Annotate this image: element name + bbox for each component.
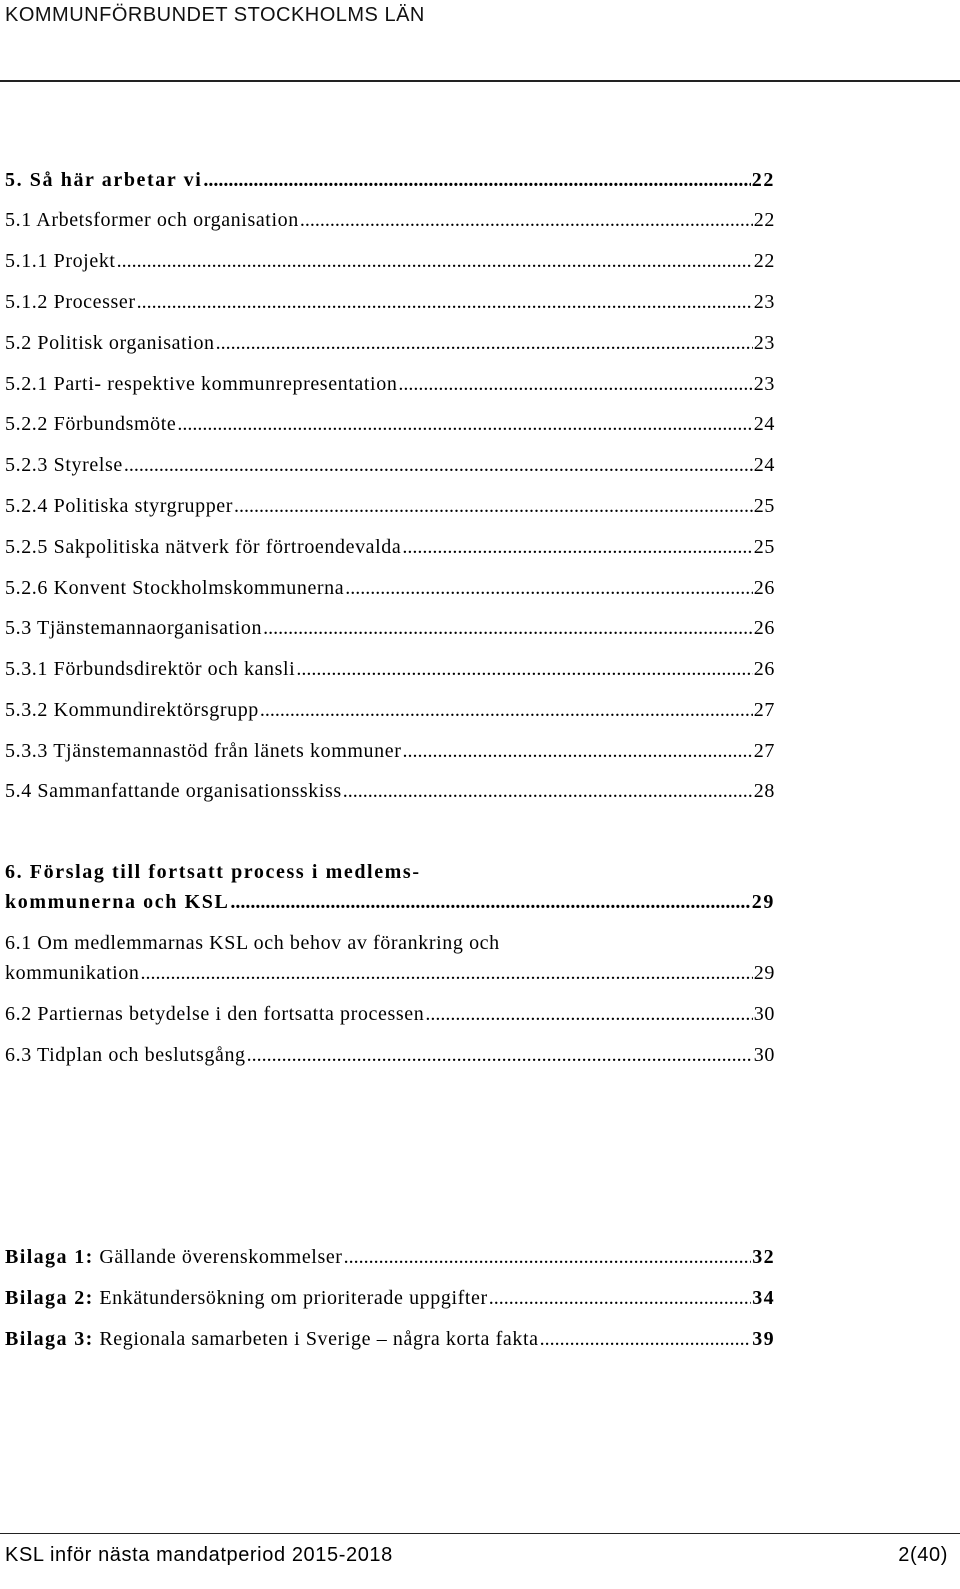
toc-entry-title: kommunerna och KSL	[5, 891, 230, 913]
toc-leader-dots	[260, 696, 753, 724]
running-footer: KSL inför nästa mandatperiod 2015-2018	[5, 1544, 393, 1566]
toc-entry-title: 5.1.2 Processer	[5, 291, 136, 313]
toc-entry-title: 5.3.1 Förbundsdirektör och kansli	[5, 658, 296, 680]
toc-entry-page: 23	[753, 291, 775, 313]
toc-entry-5-3-1[interactable]	[5, 655, 775, 683]
toc-leader-dots	[345, 574, 753, 602]
toc-leader-dots	[117, 247, 753, 275]
toc-leader-dots	[203, 166, 750, 194]
toc-entry-5-2[interactable]	[5, 329, 775, 357]
header-rule	[0, 80, 960, 82]
toc-entry-5-1[interactable]	[5, 206, 775, 234]
toc-entry-5-4[interactable]	[5, 777, 775, 805]
toc-entry-title: 5.2.3 Styrelse	[5, 454, 123, 476]
toc-entry-title: 5.4 Sammanfattande organisationsskiss	[5, 780, 342, 802]
toc-leader-dots	[402, 533, 752, 561]
toc-entry-page: 23	[753, 373, 775, 395]
toc-entry-page: 22	[753, 250, 775, 272]
toc-leader-dots	[343, 777, 753, 805]
toc-leader-dots	[140, 959, 752, 987]
toc-entry-page: 30	[753, 1044, 775, 1066]
toc-entry-title: 5.2.6 Konvent Stockholmskommunerna	[5, 577, 345, 599]
toc-entry-6-2[interactable]	[5, 1000, 775, 1028]
toc-entry-page: 22	[753, 209, 775, 231]
toc-entry-page: 28	[753, 780, 775, 802]
appendix-label: Bilaga 2:	[5, 1287, 94, 1309]
toc-leader-dots	[296, 655, 752, 683]
toc-entry-5-2-3[interactable]	[5, 451, 775, 479]
toc-leader-dots	[177, 410, 752, 438]
appendix-entry-2[interactable]	[5, 1284, 775, 1312]
toc-entry-title: kommunikation	[5, 962, 140, 984]
toc-leader-dots	[216, 329, 753, 357]
toc-entry-5-2-5[interactable]	[5, 533, 775, 561]
toc-entry-title: 5.2.2 Förbundsmöte	[5, 413, 177, 435]
toc-entry-5-1-2[interactable]	[5, 288, 775, 316]
page-number: 2(40)	[898, 1544, 948, 1566]
toc-leader-dots	[230, 888, 750, 916]
toc-entry-6-1-title-line1: 6.1 Om medlemmarnas KSL och behov av förankring och	[5, 932, 500, 954]
toc-entry-5-2-6[interactable]	[5, 574, 775, 602]
toc-leader-dots	[398, 370, 752, 398]
toc-entry-title: 6.2 Partiernas betydelse i den fortsatta processen	[5, 1003, 425, 1025]
appendix-page: 39	[752, 1328, 775, 1350]
toc-entry-title: 5.3.2 Kommundirektörsgrupp	[5, 699, 259, 721]
appendix-page: 32	[752, 1246, 775, 1268]
toc-entry-title: 5.1 Arbetsformer och organisation	[5, 209, 299, 231]
toc-entry-page: 26	[753, 658, 775, 680]
toc-entry-title: 5.2.1 Parti- respektive kommunrepresentation	[5, 373, 398, 395]
toc-entry-page: 29	[753, 962, 775, 984]
toc-entry-title: 5.2.4 Politiska styrgrupper	[5, 495, 234, 517]
appendix-page: 34	[752, 1287, 775, 1309]
toc-entry-page: 24	[753, 454, 775, 476]
toc-leader-dots	[124, 451, 753, 479]
toc-leader-dots	[425, 1000, 752, 1028]
toc-entry-page: 24	[753, 413, 775, 435]
toc-entry-5-2-4[interactable]	[5, 492, 775, 520]
toc-entry-5-2-2[interactable]	[5, 410, 775, 438]
toc-leader-dots	[402, 737, 752, 765]
footer-rule	[0, 1533, 960, 1534]
toc-entry-page: 26	[753, 577, 775, 599]
appendix-entry-1[interactable]	[5, 1243, 775, 1271]
toc-entry-5-2-1[interactable]	[5, 370, 775, 398]
toc-entry-page: 29	[751, 891, 775, 913]
toc-entry-title: 5.3 Tjänstemannaorganisation	[5, 617, 263, 639]
toc-entry-title: 5.2 Politisk organisation	[5, 332, 215, 354]
toc-leader-dots	[540, 1325, 752, 1353]
toc-entry-page: 25	[753, 495, 775, 517]
running-header: KOMMUNFÖRBUNDET STOCKHOLMS LÄN	[5, 4, 425, 26]
toc-entry-page: 23	[753, 332, 775, 354]
appendix-title: Gällande överenskommelser	[93, 1246, 343, 1268]
toc-entry-page: 27	[753, 699, 775, 721]
toc-entry-6-1[interactable]	[5, 959, 775, 987]
toc-leader-dots	[300, 206, 753, 234]
toc-entry-page: 30	[753, 1003, 775, 1025]
toc-leader-dots	[234, 492, 753, 520]
toc-entry-5[interactable]	[5, 166, 775, 194]
appendix-title: Enkätundersökning om prioriterade uppgifter	[93, 1287, 488, 1309]
toc-entry-page: 22	[751, 169, 775, 191]
toc-entry-page: 26	[753, 617, 775, 639]
toc-entry-title: 6.3 Tidplan och beslutsgång	[5, 1044, 246, 1066]
toc-leader-dots	[137, 288, 753, 316]
toc-leader-dots	[247, 1041, 753, 1069]
toc-entry-5-3[interactable]	[5, 614, 775, 642]
toc-leader-dots	[263, 614, 753, 642]
toc-entry-6-3[interactable]	[5, 1041, 775, 1069]
toc-entry-title: 5. Så här arbetar vi	[5, 169, 203, 191]
toc-entry-page: 27	[753, 740, 775, 762]
toc-entry-title: 5.1.1 Projekt	[5, 250, 116, 272]
toc-entry-6[interactable]	[5, 888, 775, 916]
toc-leader-dots	[344, 1243, 752, 1271]
appendix-title: Regionala samarbeten i Sverige – några korta fakta	[93, 1328, 539, 1350]
appendix-label: Bilaga 1:	[5, 1246, 94, 1268]
toc-leader-dots	[489, 1284, 751, 1312]
toc-entry-title: 5.3.3 Tjänstemannastöd från länets kommuner	[5, 740, 402, 762]
toc-entry-6-title-line1: 6. Förslag till fortsatt process i medlems-	[5, 861, 421, 883]
toc-entry-5-1-1[interactable]	[5, 247, 775, 275]
toc-entry-title: 5.2.5 Sakpolitiska nätverk för förtroendevalda	[5, 536, 402, 558]
toc-entry-page: 25	[753, 536, 775, 558]
appendix-label: Bilaga 3:	[5, 1328, 94, 1350]
appendix-entry-3[interactable]	[5, 1325, 775, 1353]
toc-entry-5-3-3[interactable]	[5, 737, 775, 765]
toc-entry-5-3-2[interactable]	[5, 696, 775, 724]
